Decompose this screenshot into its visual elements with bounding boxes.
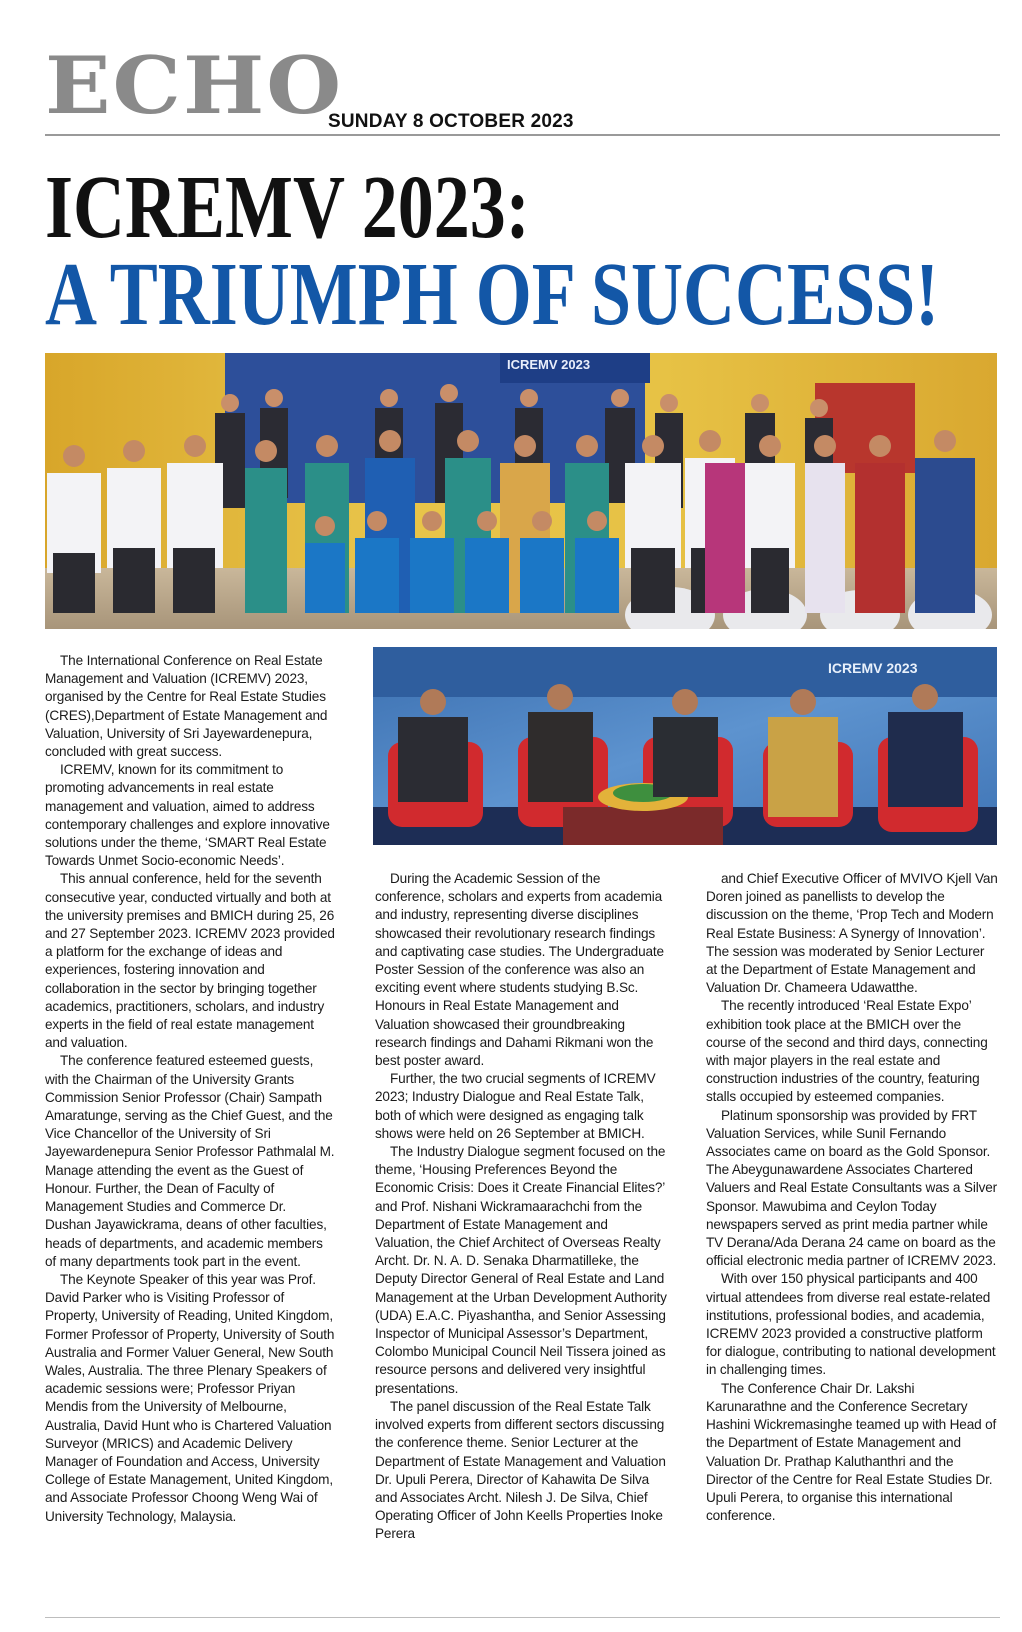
paragraph: The Keynote Speaker of this year was Prof. David Parker who is Visiting Professor of Property, University of Reading, United Kingdom, Former Professor of Property, University of South Australia and Former Valuer General, New South Wales, Australia. The three Plenary Speakers of academic sessions were; Professor Priyan Mendis from the University of Melbourne, Australia, David Hunt who is Chartered Valuation Surveyor (MRICS) and Academic Delivery Manager of Foundation and Access, University College of Estate Management, United Kingdom, and Associate Professor Choong Weng Wai of University Technology, Malaysia. [45,1271,335,1524]
bottom-rule [45,1617,1000,1618]
paragraph: This annual conference, held for the seventh consecutive year, conducted virtually and both at the university premises and BMICH during 25, 26 and 27 September 2023. ICREMV 2023 provided a platform for the exchange of ideas and experiences, fostering innovation and collaboration in the sector by bringing together academics, practitioners, scholars, and industry experts in the field of real estate management and valuation. [45,871,335,1051]
paragraph: The panel discussion of the Real Estate Talk involved experts from different sectors discussing the conference theme. Senior Lecturer at the Department of Estate Management and Valuation Dr. Upuli Perera, Director of Kahawita De Silva and Associates Archt. Nilesh J. De Silva, Chief Operating Officer of John Keells Properties Inoke Perera [375,1398,666,1542]
panel-banner-text: ICREMV 2023 [828,660,918,676]
paragraph: With over 150 physical participants and 400 virtual attendees from diverse real estate-related institutions, professional bodies, and academia, ICREMV 2023 provided a constructive platform for dialogue, contributing to national development in challenging times. [706,1271,996,1378]
group-photo [45,353,997,629]
paragraph: Further, the two crucial segments of ICREMV 2023; Industry Dialogue and Real Estate Talk, both of which were designed as engaging talk shows were held on 26 September at BMICH. [375,1071,656,1141]
paragraph: ICREMV, known for its commitment to promoting advancements in real estate management and valuation, aimed to address contemporary challenges and explore innovative solutions under the theme, ‘SMART Real Estate Towards Unmet Socio-economic Needs’. [45,762,330,869]
paragraph: The conference featured esteemed guests, with the Chairman of the University Grants Commission Senior Professor (Chair) Sampath Amaratunge, serving as the Chief Guest, and the Vice Chancellor of the University of Sri Jayewardenepura Senior Professor Pathmalal M. Manage attending the event as the Guest of Honour. Further, the Dean of Faculty of Management Studies and Commerce Dr. Dushan Jayawickrama, deans of other faculties, heads of departments, and academic members of many departments took part in the event. [45,1053,335,1269]
masthead [45,39,1000,137]
masthead-rule [45,134,1000,136]
article-column-1 [45,652,335,1526]
main-banner-text: ICREMV 2023 [507,357,591,372]
issue-date: SUNDAY 8 OCTOBER 2023 [328,111,574,132]
headline-line-2: A TRIUMPH OF SUCCESS! [45,245,940,344]
echo-logo: ECHO [45,39,344,133]
paragraph: The Conference Chair Dr. Lakshi Karunarathne and the Conference Secretary Hashini Wickremasinghe teamed up with Head of the Department of Estate Management and Valuation Dr. Prathap Kaluthanthri and the Director of the Centre for Real Estate Studies Dr. Upuli Perera, to organise this international conference. [706,1380,997,1524]
article-column-3 [706,870,998,1525]
panel-discussion-photo [373,647,997,845]
headline-line-1: ICREMV 2023: [45,158,530,257]
paragraph: The International Conference on Real Estate Management and Valuation (ICREMV) 2023, organised by the Centre for Real Estate Studies (CRES),Department of Estate Management and Valuation, University of Sri Jayewardenepura, concluded with great success. [45,653,328,760]
group-photo-illustration [45,353,997,629]
paragraph: The Industry Dialogue segment focused on the theme, ‘Housing Preferences Beyond the Economic Crisis: Does it Create Financial Elites?’ and Prof. Nishani Wickramaarachchi from the Department of Estate Management and Valuation, the Chief Architect of Overseas Realty Archt. Dr. N. A. D. Senaka Dharmatilleke, the Deputy Director General of Real Estate and Land Management at the Urban Development Authority (UDA) E.A.C. Piyashantha, and Senior Assessing Inspector of Municipal Assessor’s Department, Colombo Municipal Council Neil Tissera joined as resource persons and delivered very insightful presentations. [375,1144,667,1396]
paragraph: During the Academic Session of the conference, scholars and experts from academia and industry, representing diverse disciplines showcased their revolutionary research findings and captivating case studies. The Undergraduate Poster Session of the conference was also an exciting event where students studying B.Sc. Honours in Real Estate Management and Valuation showcased their groundbreaking research findings and Dahami Rikmani won the best poster award. [375,871,664,1069]
paragraph: and Chief Executive Officer of MVIVO Kjell Van Doren joined as panellists to develop the discussion on the theme, ‘Prop Tech and Modern Real Estate Business: A Synergy of Innovation’. The session was moderated by Senior Lecturer at the Department of Estate Management and Valuation Dr. Chameera Udawatthe. [706,871,998,996]
paragraph: Platinum sponsorship was provided by FRT Valuation Services, while Sunil Fernando Associates came on board as the Gold Sponsor. The Abeygunawardene Associates Chartered Valuers and Real Estate Consultants was a Silver Sponsor. Mawubima and Ceylon Today newspapers served as print media partner while TV Derana/Ada Derana 24 came on board as the official electronic media partner of ICREMV 2023. [706,1107,998,1269]
paragraph: The recently introduced ‘Real Estate Expo’ exhibition took place at the BMICH over the course of the second and third days, connecting with major players in the real estate and construction industries of the country, featuring stalls occupied by esteemed companies. [706,998,988,1105]
article-column-2 [375,870,669,1544]
panel-photo-illustration [373,647,997,845]
